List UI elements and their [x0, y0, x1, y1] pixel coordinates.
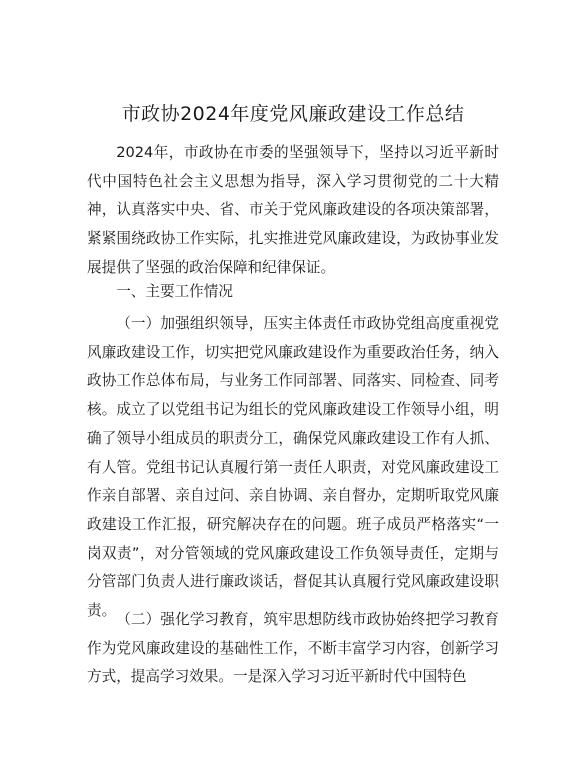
- section-paragraph-block-1: [87, 310, 499, 626]
- section-paragraph-block-2: [87, 606, 499, 692]
- intro-paragraph-block: [87, 139, 499, 283]
- document-title: 市政协2024年度党风廉政建设工作总结: [121, 103, 465, 125]
- section-paragraph: （二）强化学习教育，筑牢思想防线市政协始终把学习教育作为党风廉政建设的基础性工作，不断丰富学习内容，创新学习方式，提高学习效果。一是深入学习习近平新时代中国特色: [87, 611, 499, 686]
- section-heading: 一、主要工作情况: [116, 283, 233, 300]
- intro-paragraph: 2024年，市政协在市委的坚强领导下，坚持以习近平新时代中国特色社会主义思想为指导，深入学习贯彻党的二十大精神，认真落实中央、省、市关于党风廉政建设的各项决策部署，紧紧围绕政协工作实际，扎实推进党风廉政建设，为政协事业发展提供了坚强的政治保障和纪律保证。: [87, 144, 499, 276]
- section-paragraph: （一）加强组织领导，压实主体责任市政协党组高度重视党风廉政建设工作，切实把党风廉政建设作为重要政治任务，纳入政协工作总体布局，与业务工作同部署、同落实、同检查、同考核。成立了以党组书记为组长的党风廉政建设工作领导小组，明确了领导小组成员的职责分工，确保党风廉政建设工作有人抓、有人管。党组书记认真履行第一责任人职责，对党风廉政建设工作亲自部署、亲自过问、亲自协调、亲自督办，定期听取党风廉政建设工作汇报，研究解决存在的问题。班子成员严格落实“一岗双责”，对分管领域的党风廉政建设工作负领导责任，定期与分管部门负责人进行廉政谈话，督促其认真履行党风廉政建设职责。: [87, 315, 499, 620]
